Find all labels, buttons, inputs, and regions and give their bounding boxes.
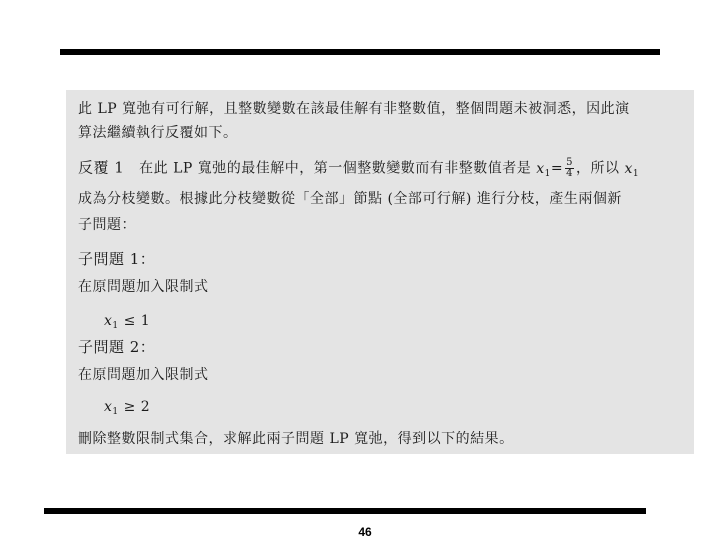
top-rule: [60, 49, 660, 55]
math-fraction: $\frac{5}{4}$: [566, 157, 573, 179]
math-var-x1: $x_1$: [536, 160, 551, 179]
math-equals: =: [550, 160, 564, 177]
iteration-heading: 反覆 1: [78, 158, 125, 177]
subproblem1-heading: 子問題 1：: [78, 250, 156, 268]
subproblem1-constraint: $x_1 \le 1$: [104, 313, 151, 331]
closing-line: 刪除整數限制式集合，求解此兩子問題 LP 寬弛，得到以下的結果。: [78, 431, 514, 447]
iteration-text: 在此 LP 寬弛的最佳解中，第一個整數變數而有非整數值者是: [139, 160, 532, 177]
page-number: 46: [358, 525, 372, 539]
subproblem1-desc: 在原問題加入限制式: [78, 279, 209, 295]
para1-line1: 此 LP 寬弛有可行解，且整數變數在該最佳解有非整數值，整個問題未被洞悉，因此演: [78, 101, 630, 117]
iteration-line2: 成為分枝變數。根據此分枝變數從「全部」節點 (全部可行解) 進行分枝，產生兩個新: [78, 191, 622, 207]
subproblem2-constraint: $x_1 \ge 2$: [104, 399, 151, 417]
iteration-line3: 子問題：: [78, 217, 136, 233]
bottom-rule: [44, 508, 646, 514]
math-var-x1-2: $x_1$: [624, 160, 640, 179]
scanned-text-block: [66, 90, 694, 454]
subproblem2-desc: 在原問題加入限制式: [78, 367, 209, 383]
subproblem2-heading: 子問題 2：: [78, 338, 156, 356]
iteration-line1: [78, 158, 639, 183]
iteration-text-post: ，所以: [576, 160, 620, 177]
para1-line2: 算法繼續執行反覆如下。: [78, 125, 238, 141]
